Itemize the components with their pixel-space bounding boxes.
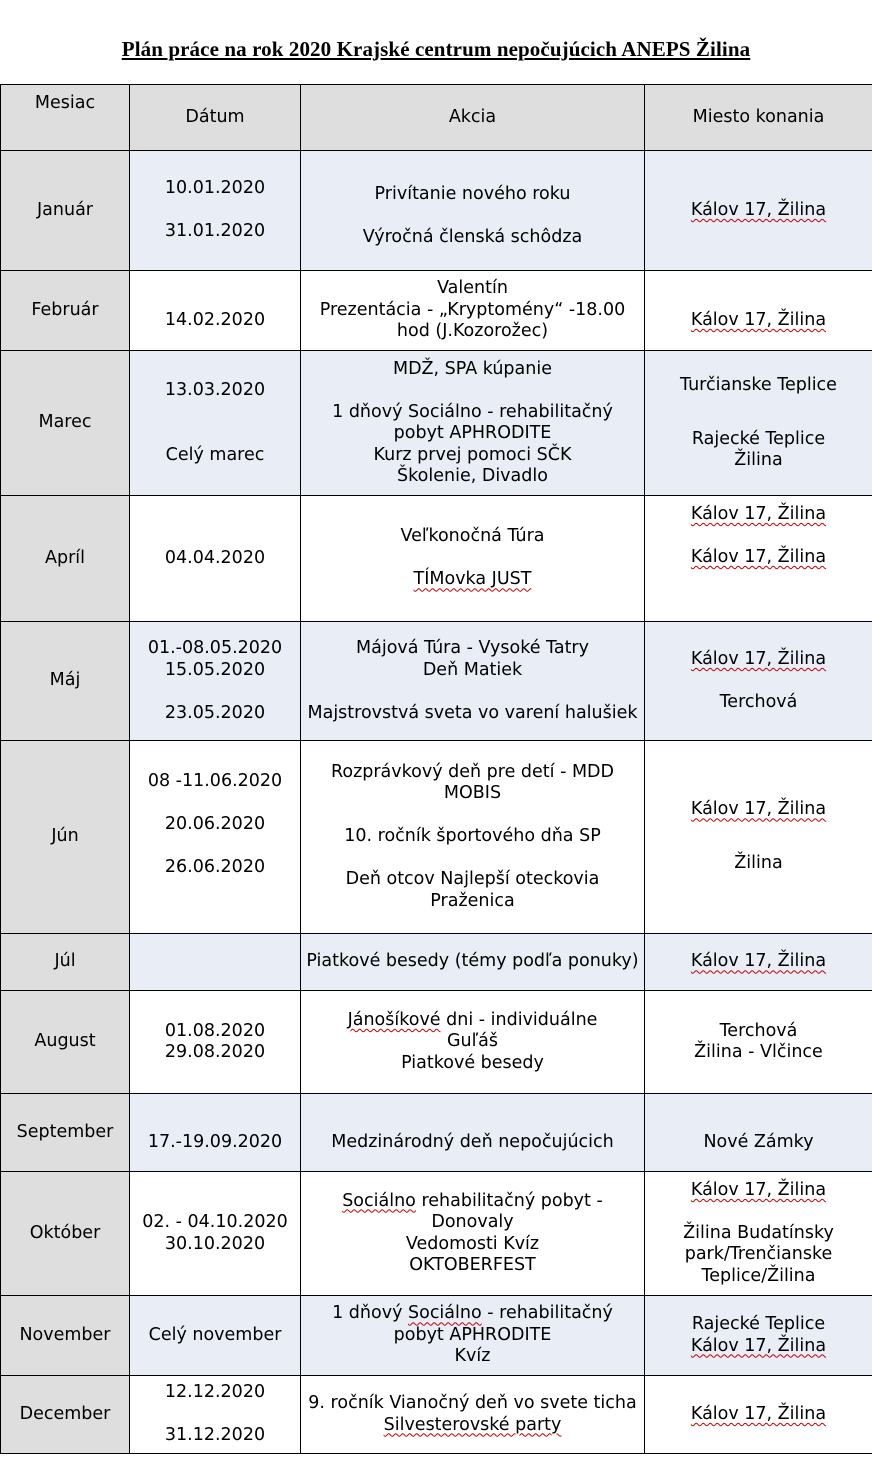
date-cell: 04.04.2020 xyxy=(130,496,301,622)
place-cell: Kálov 17, Žilina xyxy=(645,151,872,271)
date-cell: Celý november xyxy=(130,1296,301,1376)
event-cell: Piatkové besedy (témy podľa ponuky) xyxy=(301,934,645,991)
month-cell: Máj xyxy=(1,622,130,741)
month-cell: Február xyxy=(1,271,130,351)
date-cell: 17.-19.09.2020 xyxy=(130,1094,301,1172)
place-cell: Turčianske Teplice Rajecké Teplice Žilina xyxy=(645,351,872,496)
table-row xyxy=(1,1376,872,1454)
date-cell: 01.-08.05.2020 15.05.2020 23.05.2020 xyxy=(130,622,301,741)
table-row xyxy=(1,351,872,496)
table-header-row xyxy=(1,85,872,151)
place-cell: Terchová Žilina - Vlčince xyxy=(645,991,872,1094)
place-cell: Kálov 17, Žilina xyxy=(645,271,872,351)
month-cell: August xyxy=(1,991,130,1094)
event-cell: Veľkonočná Túra TÍMovka JUST xyxy=(301,496,645,622)
header-month: Mesiac xyxy=(1,85,130,151)
place-cell: Kálov 17, Žilina Žilina Budatínsky park/Trenčianske Teplice/Žilina xyxy=(645,1172,872,1296)
header-date: Dátum xyxy=(130,85,301,151)
header-event: Akcia xyxy=(301,85,645,151)
place-cell: Kálov 17, Žilina Žilina xyxy=(645,741,872,934)
table-row xyxy=(1,1296,872,1376)
month-cell: Júl xyxy=(1,934,130,991)
header-place: Miesto konania xyxy=(645,85,872,151)
table-row xyxy=(1,1094,872,1172)
date-cell: 12.12.2020 31.12.2020 xyxy=(130,1376,301,1454)
event-cell: MDŽ, SPA kúpanie 1 dňový Sociálno - rehabilitačný pobyt APHRODITE Kurz prvej pomoci SČK Školenie, Divadlo xyxy=(301,351,645,496)
date-cell: 02. - 04.10.2020 30.10.2020 xyxy=(130,1172,301,1296)
table-row xyxy=(1,991,872,1094)
event-cell: Rozprávkový deň pre detí - MDD MOBIS 10. ročník športového dňa SP Deň otcov Najlepší oteckovia Praženica xyxy=(301,741,645,934)
event-cell: 1 dňový Sociálno - rehabilitačný pobyt APHRODITE Kvíz xyxy=(301,1296,645,1376)
place-cell: Kálov 17, Žilina Kálov 17, Žilina xyxy=(645,496,872,622)
event-cell: Májová Túra - Vysoké Tatry Deň Matiek Majstrovstvá sveta vo varení halušiek xyxy=(301,622,645,741)
date-cell: 14.02.2020 xyxy=(130,271,301,351)
date-cell xyxy=(130,934,301,991)
place-cell: Kálov 17, Žilina xyxy=(645,934,872,991)
month-cell: December xyxy=(1,1376,130,1454)
place-cell: Kálov 17, Žilina xyxy=(645,1376,872,1454)
event-cell: Jánošíkové dni - individuálne Guľáš Piatkové besedy xyxy=(301,991,645,1094)
table-row xyxy=(1,741,872,934)
month-cell: November xyxy=(1,1296,130,1376)
month-cell: September xyxy=(1,1094,130,1172)
month-cell: Október xyxy=(1,1172,130,1296)
date-cell: 08 -11.06.2020 20.06.2020 26.06.2020 xyxy=(130,741,301,934)
event-cell: Sociálno rehabilitačný pobyt - Donovaly Vedomosti Kvíz OKTOBERFEST xyxy=(301,1172,645,1296)
date-cell: 10.01.2020 31.01.2020 xyxy=(130,151,301,271)
table-row xyxy=(1,271,872,351)
schedule-table xyxy=(0,84,872,1454)
event-cell: Privítanie nového roku Výročná členská schôdza xyxy=(301,151,645,271)
table-row xyxy=(1,622,872,741)
event-cell: Medzinárodný deň nepočujúcich xyxy=(301,1094,645,1172)
event-cell: 9. ročník Vianočný deň vo svete ticha Silvesterovské party xyxy=(301,1376,645,1454)
page-title: Plán práce na rok 2020 Krajské centrum nepočujúcich ANEPS Žilina xyxy=(121,37,751,61)
place-cell: Nové Zámky xyxy=(645,1094,872,1172)
date-cell: 01.08.2020 29.08.2020 xyxy=(130,991,301,1094)
place-cell: Kálov 17, Žilina Terchová xyxy=(645,622,872,741)
month-cell: Apríl xyxy=(1,496,130,622)
month-cell: Marec xyxy=(1,351,130,496)
table-row xyxy=(1,1172,872,1296)
table-row xyxy=(1,496,872,622)
table-row xyxy=(1,934,872,991)
event-cell: Valentín Prezentácia - „Kryptomény“ -18.00 hod (J.Kozorožec) xyxy=(301,271,645,351)
date-cell: 13.03.2020 Celý marec xyxy=(130,351,301,496)
month-cell: Jún xyxy=(1,741,130,934)
month-cell: Január xyxy=(1,151,130,271)
place-cell: Rajecké Teplice Kálov 17, Žilina xyxy=(645,1296,872,1376)
table-row xyxy=(1,151,872,271)
